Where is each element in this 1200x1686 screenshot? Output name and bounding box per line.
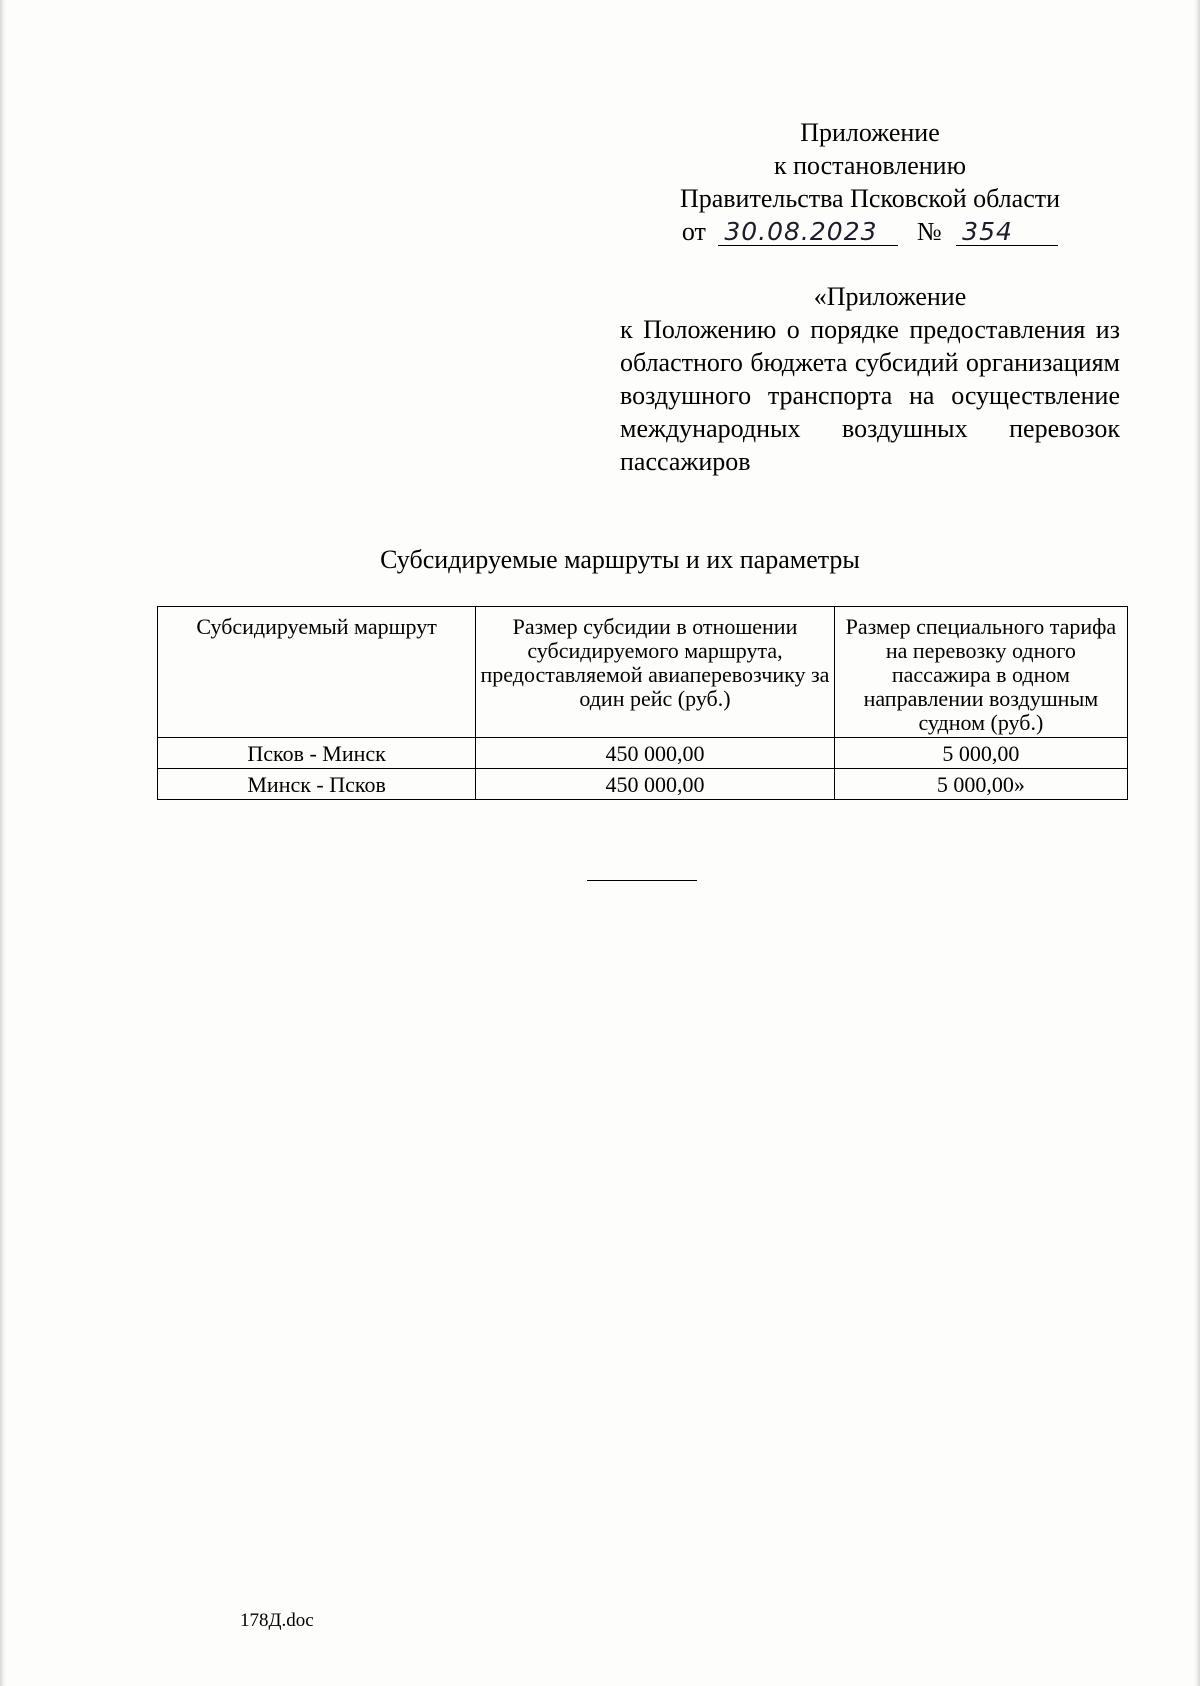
header-line-resolution: к постановлению	[773, 151, 967, 180]
table-row	[158, 769, 1128, 800]
end-rule	[587, 880, 697, 881]
scan-edge-right	[1194, 0, 1200, 1686]
cell-tariff: 5 000,00»	[834, 769, 1127, 800]
cell-route: Минск - Псков	[158, 769, 476, 800]
cell-subsidy: 450 000,00	[476, 738, 835, 769]
annex-block	[620, 280, 1120, 478]
table-row	[158, 738, 1128, 769]
table-header-row	[158, 607, 1128, 738]
cell-subsidy: 450 000,00	[476, 769, 835, 800]
routes-table	[157, 606, 1128, 800]
cell-route: Псков - Минск	[158, 738, 476, 769]
footer-file-name: 178Д.doc	[240, 1610, 314, 1631]
cell-tariff: 5 000,00	[834, 738, 1127, 769]
header-line-government: Правительства Псковской области	[679, 184, 1061, 213]
handwritten-number: 354	[956, 219, 1058, 246]
annex-title: «Приложение	[813, 282, 967, 311]
number-sign: №	[916, 217, 942, 246]
resolution-header	[640, 116, 1100, 248]
date-prefix: от	[681, 217, 706, 246]
annex-text: к Положению о порядке предоставления из областного бюджета субсидий организациям воздушного транспорта на осуществление международных воздушных перевозок пассажиров	[620, 315, 1120, 476]
handwritten-date: 30.08.2023	[718, 219, 898, 246]
header-subsidy: Размер субсидии в отношении субсидируемого маршрута, предоставляемой авиаперевозчику за один рейс (руб.)	[476, 607, 835, 738]
header-route: Субсидируемый маршрут	[158, 607, 476, 738]
header-line-appendix: Приложение	[800, 118, 940, 147]
scan-edge-left	[0, 0, 6, 1686]
table-title: Субсидируемые маршруты и их параметры	[380, 545, 860, 574]
header-tariff: Размер специального тарифа на перевозку одного пассажира в одном направлении воздушным судном (руб.)	[834, 607, 1127, 738]
header-date-line	[640, 215, 1100, 248]
